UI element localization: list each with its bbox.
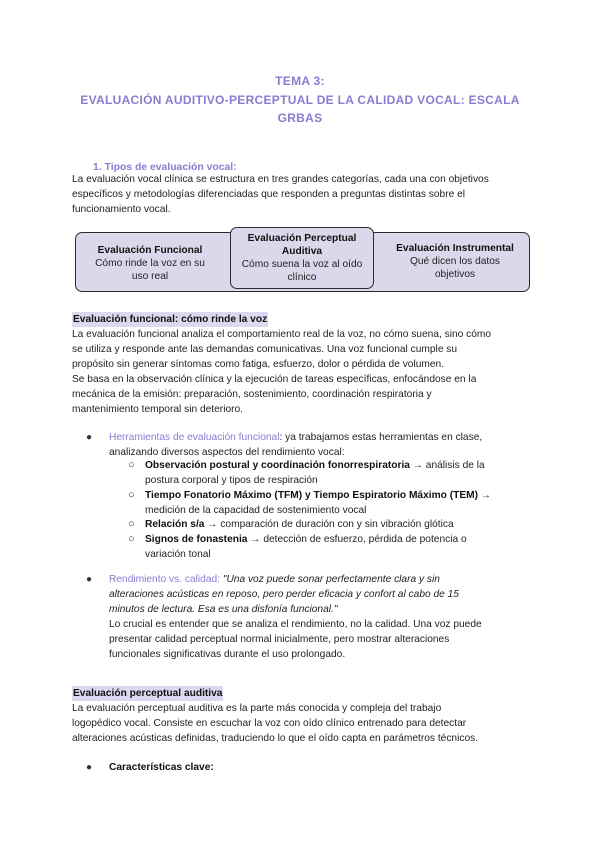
sub-item-bold: Observación postural y coordinación fonorrespiratoria	[145, 460, 410, 471]
box-text: Qué dicen los datos	[409, 256, 501, 267]
herramientas-rest: : ya trabajamos estas herramientas en clase,	[279, 432, 483, 443]
text-line: La evaluación perceptual auditiva es la parte más conocida y compleja del trabajo	[72, 703, 442, 714]
box-text: Cómo suena la voz al oído	[241, 259, 363, 270]
section-intro-paragraph	[72, 172, 534, 217]
text-line: funcionamiento vocal.	[72, 204, 171, 215]
text-line: medición de la capacidad de sostenimiento vocal	[145, 505, 367, 516]
quote-text: "Una voz puede sonar perfectamente clara y sin	[220, 574, 440, 585]
caracteristicas-label: Características clave:	[109, 762, 214, 773]
circle-bullet-icon: ○	[128, 518, 135, 530]
text-line: analizando diversos aspectos del rendimiento vocal:	[109, 447, 345, 458]
text-line: presentar calidad perceptual normal inicialmente, pero mostrar alteraciones	[109, 634, 450, 645]
box-title: Evaluación Instrumental	[396, 243, 514, 254]
sub-item-bold: Signos de fonastenia	[145, 534, 248, 545]
box-evaluacion-perceptual	[230, 227, 374, 289]
box-title-2: Auditiva	[281, 246, 323, 257]
title-line-2: EVALUACIÓN AUDITIVO-PERCEPTUAL DE LA CALIDAD VOCAL: ESCALA	[80, 93, 520, 107]
box-text: uso real	[131, 271, 169, 282]
sub-item-bold: Relación s/a	[145, 519, 205, 530]
text-line: mantenimiento temporal sin deterioro.	[72, 404, 244, 415]
bullet-icon: ●	[86, 432, 93, 443]
circle-bullet-icon: ○	[128, 459, 135, 471]
sub-item-rest: → detección de esfuerzo, pérdida de potencia o	[247, 534, 467, 545]
heading-evaluacion-perceptual: Evaluación perceptual auditiva	[73, 688, 223, 699]
rendimiento-label: Rendimiento vs. calidad:	[109, 574, 220, 585]
sub-item-rest: → análisis de la	[409, 460, 485, 471]
section-heading-tipos: 1. Tipos de evaluación vocal:	[93, 162, 237, 173]
sub-item-rest: → comparación de duración con y sin vibración glótica	[204, 519, 454, 530]
quote-text: minutos de lectura. Esa es una disfonía funcional."	[109, 604, 338, 615]
title-line-1: TEMA 3:	[275, 74, 325, 88]
herramientas-label: Herramientas de evaluación funcional	[109, 432, 280, 443]
bullet-text	[109, 430, 534, 460]
text-line: propósito sin generar síntomas como fatiga, esfuerzo, dolor o pérdida de volumen.	[72, 359, 445, 370]
text-line: mecánica de la emisión: preparación, sostenimiento, coordinación respiratoria y	[72, 389, 432, 400]
sub-item-bold: Tiempo Fonatorio Máximo (TFM) y Tiempo Espiratorio Máximo (TEM)	[145, 490, 478, 501]
text-line: se utiliza y responde ante las demandas comunicativas. Una voz funcional cumple su	[72, 344, 458, 355]
text-line: logopédico vocal. Consiste en escuchar la voz con oído clínico entrenado para detectar	[72, 718, 467, 729]
document-title	[60, 72, 540, 127]
box-text: Cómo rinde la voz en su	[95, 258, 205, 269]
box-text: objetivos	[434, 269, 476, 280]
bullet-text	[109, 572, 534, 662]
funcional-paragraph	[72, 327, 534, 417]
text-line: Lo crucial es entender que se analiza el rendimiento, no la calidad. Una voz puede	[109, 619, 482, 630]
sub-item-rest: →	[478, 490, 492, 501]
text-line: postura corporal y tipos de respiración	[145, 475, 318, 486]
bullet-icon: ●	[86, 574, 93, 585]
text-line: La evaluación funcional analiza el comportamiento real de la voz, no cómo suena, sino cómo	[72, 329, 492, 340]
text-line: La evaluación vocal clínica se estructura en tres grandes categorías, cada una con objetivos	[72, 174, 489, 185]
box-evaluacion-funcional	[85, 244, 215, 294]
box-title: Evaluación Perceptual	[247, 233, 357, 244]
perceptual-paragraph	[72, 701, 534, 746]
evaluation-types-diagram	[75, 232, 530, 292]
text-line: Se basa en la observación clínica y la ejecución de tareas específicas, enfocándose en la	[72, 374, 477, 385]
text-line: alteraciones acústicas definidas, traduciendo lo que el oído capta en parámetros técnicos.	[72, 733, 479, 744]
text-line: funcionales significativas durante el uso prolongado.	[109, 649, 346, 660]
text-line: variación tonal	[145, 549, 211, 560]
circle-bullet-icon: ○	[128, 489, 135, 501]
box-evaluacion-instrumental	[385, 242, 525, 292]
text-line: específicos y metodologías diferenciadas que responden a preguntas distintas sobre el	[72, 189, 466, 200]
box-text: clínico	[287, 272, 317, 283]
circle-bullet-icon: ○	[128, 533, 135, 545]
heading-evaluacion-funcional: Evaluación funcional: cómo rinde la voz	[73, 314, 268, 325]
title-line-3: GRBAS	[277, 111, 323, 125]
quote-text: alteraciones acústicas en reposo, pero perder eficacia y confort al cabo de 15	[109, 589, 459, 600]
bullet-icon: ●	[86, 762, 93, 773]
box-title: Evaluación Funcional	[97, 245, 203, 256]
